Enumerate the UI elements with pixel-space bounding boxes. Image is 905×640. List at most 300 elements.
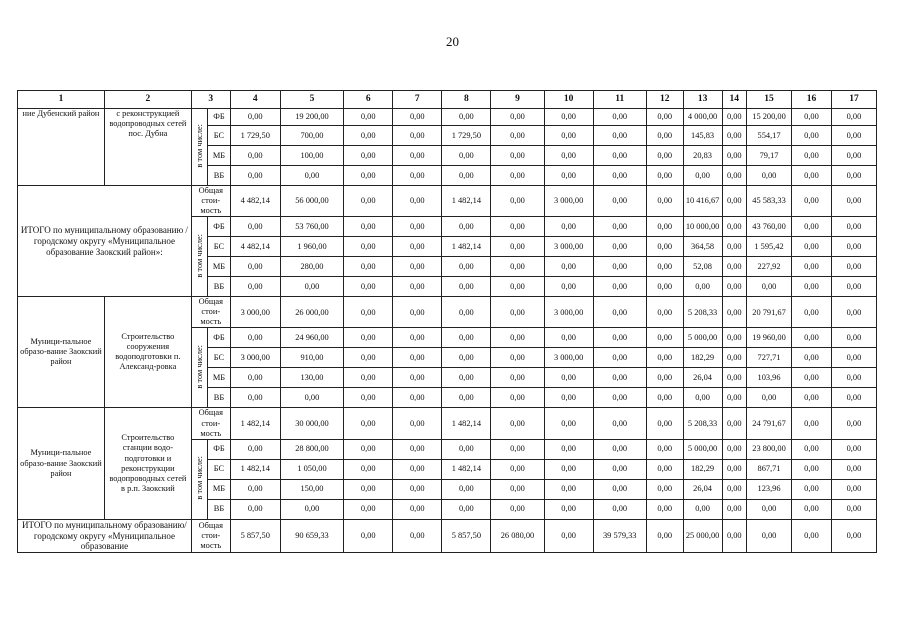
value-cell: 0,00 [593, 479, 646, 499]
value-cell: 0,00 [393, 277, 442, 297]
value-cell: 0,00 [593, 257, 646, 277]
value-cell: 0,00 [792, 126, 832, 146]
value-cell: 25 000,00 [683, 519, 722, 552]
value-cell: 727,71 [747, 348, 792, 368]
value-cell: 0,00 [792, 459, 832, 479]
total-label: ИТОГО по муниципальному образованию / городскому округу «Муниципальное образование Заокский район»: [18, 186, 192, 297]
value-cell: 0,00 [593, 348, 646, 368]
value-cell: 0,00 [747, 519, 792, 552]
value-cell: 0,00 [344, 297, 393, 328]
value-cell: 0,00 [831, 277, 876, 297]
value-cell: 0,00 [646, 257, 683, 277]
value-cell: 0,00 [792, 439, 832, 459]
funding-type-cell: МБ [208, 368, 230, 388]
total-row [18, 408, 877, 439]
value-cell: 90 659,33 [280, 519, 343, 552]
value-cell: 0,00 [646, 126, 683, 146]
value-cell: 10 416,67 [683, 186, 722, 217]
value-cell: 0,00 [393, 408, 442, 439]
value-cell: 0,00 [344, 257, 393, 277]
value-cell: 3 000,00 [544, 186, 593, 217]
value-cell: 0,00 [831, 166, 876, 186]
value-cell: 0,00 [491, 479, 544, 499]
funding-type-cell: ВБ [208, 499, 230, 519]
value-cell: 1 960,00 [280, 237, 343, 257]
value-cell: 0,00 [230, 328, 280, 348]
value-cell: 0,00 [792, 109, 832, 126]
total-type-cell: Общая стои-мость [191, 408, 230, 439]
column-header: 12 [646, 91, 683, 109]
value-cell: 0,00 [491, 328, 544, 348]
value-cell: 0,00 [344, 217, 393, 237]
value-cell: 0,00 [747, 499, 792, 519]
value-cell: 0,00 [593, 166, 646, 186]
value-cell: 0,00 [491, 166, 544, 186]
value-cell: 0,00 [393, 146, 442, 166]
value-cell: 0,00 [544, 146, 593, 166]
value-cell: 0,00 [593, 109, 646, 126]
value-cell: 0,00 [491, 146, 544, 166]
value-cell: 0,00 [544, 479, 593, 499]
value-cell: 39 579,33 [593, 519, 646, 552]
value-cell: 0,00 [230, 146, 280, 166]
vertical-label: в том числе: [194, 233, 204, 278]
value-cell: 0,00 [393, 257, 442, 277]
value-cell: 0,00 [831, 257, 876, 277]
object-cell: Строительство сооружения водоподготовки п. Александ-ровка [104, 297, 191, 408]
total-type-cell: Общая стои-мость [191, 297, 230, 328]
column-header: 9 [491, 91, 544, 109]
value-cell: 0,00 [491, 388, 544, 408]
value-cell: 0,00 [831, 109, 876, 126]
value-cell: 0,00 [491, 186, 544, 217]
value-cell: 0,00 [722, 217, 747, 237]
value-cell: 0,00 [646, 237, 683, 257]
value-cell: 0,00 [722, 186, 747, 217]
column-header: 14 [722, 91, 747, 109]
value-cell: 0,00 [646, 186, 683, 217]
value-cell: 24 960,00 [280, 328, 343, 348]
value-cell: 1 482,14 [442, 237, 491, 257]
budget-table [17, 90, 877, 553]
value-cell: 0,00 [593, 217, 646, 237]
header-row [18, 91, 877, 109]
value-cell: 0,00 [544, 277, 593, 297]
value-cell: 0,00 [646, 439, 683, 459]
value-cell: 0,00 [722, 519, 747, 552]
value-cell: 0,00 [491, 277, 544, 297]
value-cell: 0,00 [792, 499, 832, 519]
value-cell: 0,00 [646, 277, 683, 297]
total-row [18, 297, 877, 328]
value-cell: 3 000,00 [544, 297, 593, 328]
funding-type-cell: ВБ [208, 388, 230, 408]
value-cell: 0,00 [344, 459, 393, 479]
value-cell: 0,00 [722, 109, 747, 126]
value-cell: 0,00 [544, 388, 593, 408]
value-cell: 0,00 [646, 297, 683, 328]
funding-type-cell: МБ [208, 146, 230, 166]
column-header: 16 [792, 91, 832, 109]
value-cell: 0,00 [722, 328, 747, 348]
funding-type-cell: ВБ [208, 166, 230, 186]
value-cell: 0,00 [747, 277, 792, 297]
value-cell: 0,00 [442, 348, 491, 368]
value-cell: 0,00 [344, 439, 393, 459]
value-cell: 0,00 [280, 166, 343, 186]
municipality-cell: ние Дубенский район [18, 109, 105, 186]
value-cell: 0,00 [831, 499, 876, 519]
column-header: 17 [831, 91, 876, 109]
value-cell: 0,00 [344, 146, 393, 166]
value-cell: 0,00 [393, 519, 442, 552]
value-cell: 0,00 [792, 257, 832, 277]
value-cell: 0,00 [683, 166, 722, 186]
column-header: 3 [191, 91, 230, 109]
value-cell: 0,00 [831, 519, 876, 552]
column-header: 11 [593, 91, 646, 109]
value-cell: 0,00 [593, 237, 646, 257]
value-cell: 0,00 [344, 348, 393, 368]
value-cell: 0,00 [491, 237, 544, 257]
value-cell: 0,00 [593, 388, 646, 408]
value-cell: 0,00 [442, 166, 491, 186]
value-cell: 0,00 [831, 368, 876, 388]
value-cell: 0,00 [722, 499, 747, 519]
column-header: 10 [544, 91, 593, 109]
value-cell: 0,00 [831, 186, 876, 217]
value-cell: 20,83 [683, 146, 722, 166]
value-cell: 0,00 [831, 297, 876, 328]
funding-type-cell: БС [208, 237, 230, 257]
value-cell: 0,00 [491, 408, 544, 439]
value-cell: 0,00 [593, 297, 646, 328]
value-cell: 5 857,50 [442, 519, 491, 552]
value-cell: 0,00 [230, 166, 280, 186]
value-cell: 0,00 [393, 348, 442, 368]
value-cell: 0,00 [722, 368, 747, 388]
value-cell: 0,00 [442, 479, 491, 499]
value-cell: 5 857,50 [230, 519, 280, 552]
value-cell: 0,00 [792, 368, 832, 388]
value-cell: 0,00 [442, 499, 491, 519]
value-cell: 0,00 [442, 257, 491, 277]
value-cell: 1 482,14 [442, 408, 491, 439]
funding-type-cell: ВБ [208, 277, 230, 297]
municipality-cell: Муници-пальное образо-вание Заокский район [18, 408, 105, 519]
value-cell: 5 000,00 [683, 328, 722, 348]
value-cell: 26,04 [683, 368, 722, 388]
value-cell: 0,00 [646, 408, 683, 439]
column-header: 2 [104, 91, 191, 109]
value-cell: 0,00 [344, 479, 393, 499]
value-cell: 1 482,14 [442, 186, 491, 217]
column-header: 1 [18, 91, 105, 109]
value-cell: 0,00 [442, 297, 491, 328]
value-cell: 0,00 [792, 519, 832, 552]
value-cell: 43 760,00 [747, 217, 792, 237]
value-cell: 0,00 [646, 519, 683, 552]
value-cell: 0,00 [747, 166, 792, 186]
value-cell: 0,00 [230, 479, 280, 499]
value-cell: 0,00 [646, 166, 683, 186]
value-cell: 0,00 [393, 459, 442, 479]
value-cell: 0,00 [683, 277, 722, 297]
value-cell: 0,00 [393, 499, 442, 519]
value-cell: 0,00 [230, 257, 280, 277]
value-cell: 867,71 [747, 459, 792, 479]
vertical-label: в том числе: [194, 123, 204, 168]
total-row [18, 186, 877, 217]
value-cell: 0,00 [442, 388, 491, 408]
value-cell: 45 583,33 [747, 186, 792, 217]
value-cell: 0,00 [544, 328, 593, 348]
value-cell: 0,00 [593, 277, 646, 297]
value-cell: 0,00 [722, 388, 747, 408]
value-cell: 15 200,00 [747, 109, 792, 126]
value-cell: 130,00 [280, 368, 343, 388]
value-cell: 0,00 [393, 109, 442, 126]
funding-type-cell: БС [208, 348, 230, 368]
value-cell: 30 000,00 [280, 408, 343, 439]
value-cell: 0,00 [792, 297, 832, 328]
value-cell: 0,00 [393, 328, 442, 348]
value-cell: 0,00 [792, 277, 832, 297]
value-cell: 0,00 [722, 237, 747, 257]
value-cell: 0,00 [831, 217, 876, 237]
value-cell: 0,00 [646, 499, 683, 519]
value-cell: 0,00 [442, 217, 491, 237]
value-cell: 0,00 [792, 479, 832, 499]
value-cell: 0,00 [491, 499, 544, 519]
value-cell: 0,00 [230, 277, 280, 297]
value-cell: 0,00 [792, 328, 832, 348]
total-label: ИТОГО по муниципальному образованию/ городскому округу «Муниципальное образование [18, 519, 192, 552]
value-cell: 700,00 [280, 126, 343, 146]
value-cell: 910,00 [280, 348, 343, 368]
value-cell: 26 080,00 [491, 519, 544, 552]
value-cell: 0,00 [442, 277, 491, 297]
vertical-label-cell [191, 328, 207, 408]
value-cell: 0,00 [722, 459, 747, 479]
value-cell: 0,00 [646, 217, 683, 237]
value-cell: 0,00 [544, 459, 593, 479]
value-cell: 0,00 [593, 126, 646, 146]
value-cell: 0,00 [792, 348, 832, 368]
value-cell: 4 482,14 [230, 237, 280, 257]
value-cell: 0,00 [646, 388, 683, 408]
value-cell: 5 208,33 [683, 408, 722, 439]
value-cell: 227,92 [747, 257, 792, 277]
value-cell: 0,00 [230, 217, 280, 237]
value-cell: 0,00 [722, 126, 747, 146]
value-cell: 0,00 [442, 109, 491, 126]
value-cell: 0,00 [442, 146, 491, 166]
value-cell: 0,00 [544, 439, 593, 459]
vertical-label-cell [191, 109, 207, 186]
funding-type-cell: БС [208, 459, 230, 479]
value-cell: 0,00 [593, 186, 646, 217]
value-cell: 0,00 [544, 408, 593, 439]
value-cell: 0,00 [683, 499, 722, 519]
value-cell: 0,00 [230, 388, 280, 408]
vertical-label: в том числе: [194, 344, 204, 389]
column-header: 7 [393, 91, 442, 109]
value-cell: 0,00 [280, 277, 343, 297]
funding-type-cell: МБ [208, 257, 230, 277]
value-cell: 23 800,00 [747, 439, 792, 459]
value-cell: 28 800,00 [280, 439, 343, 459]
value-cell: 20 791,67 [747, 297, 792, 328]
value-cell: 0,00 [344, 126, 393, 146]
value-cell: 0,00 [344, 328, 393, 348]
value-cell: 19 200,00 [280, 109, 343, 126]
value-cell: 0,00 [722, 439, 747, 459]
value-cell: 0,00 [831, 439, 876, 459]
value-cell: 0,00 [344, 237, 393, 257]
value-cell: 19 960,00 [747, 328, 792, 348]
value-cell: 0,00 [646, 109, 683, 126]
column-header: 5 [280, 91, 343, 109]
value-cell: 0,00 [230, 499, 280, 519]
value-cell: 3 000,00 [230, 348, 280, 368]
object-cell: с реконструкцией водопроводных сетей пос. Дубна [104, 109, 191, 186]
value-cell: 26 000,00 [280, 297, 343, 328]
funding-row [18, 109, 877, 126]
value-cell: 1 482,14 [230, 408, 280, 439]
value-cell: 0,00 [230, 439, 280, 459]
value-cell: 0,00 [831, 146, 876, 166]
value-cell: 0,00 [280, 499, 343, 519]
value-cell: 0,00 [722, 297, 747, 328]
value-cell: 0,00 [393, 186, 442, 217]
value-cell: 0,00 [831, 479, 876, 499]
value-cell: 0,00 [544, 109, 593, 126]
funding-type-cell: МБ [208, 479, 230, 499]
value-cell: 0,00 [491, 297, 544, 328]
value-cell: 52,08 [683, 257, 722, 277]
value-cell: 0,00 [646, 328, 683, 348]
value-cell: 0,00 [593, 439, 646, 459]
value-cell: 0,00 [393, 479, 442, 499]
value-cell: 53 760,00 [280, 217, 343, 237]
value-cell: 0,00 [831, 348, 876, 368]
column-header: 6 [344, 91, 393, 109]
value-cell: 0,00 [442, 439, 491, 459]
value-cell: 3 000,00 [544, 348, 593, 368]
value-cell: 1 482,14 [442, 459, 491, 479]
value-cell: 24 791,67 [747, 408, 792, 439]
value-cell: 0,00 [831, 237, 876, 257]
value-cell: 554,17 [747, 126, 792, 146]
object-cell: Строительство станции водо-подготовки и реконструкции водопроводных сетей в р.п. Заокский [104, 408, 191, 519]
value-cell: 0,00 [544, 126, 593, 146]
vertical-label: в том числе: [194, 456, 204, 500]
value-cell: 26,04 [683, 479, 722, 499]
value-cell: 0,00 [491, 348, 544, 368]
vertical-label-cell [191, 439, 207, 519]
value-cell: 150,00 [280, 479, 343, 499]
page-number: 20 [446, 34, 459, 49]
value-cell: 0,00 [646, 146, 683, 166]
value-cell: 56 000,00 [280, 186, 343, 217]
value-cell: 103,96 [747, 368, 792, 388]
value-cell: 0,00 [831, 408, 876, 439]
value-cell: 0,00 [792, 237, 832, 257]
value-cell: 10 000,00 [683, 217, 722, 237]
value-cell: 280,00 [280, 257, 343, 277]
value-cell: 0,00 [491, 217, 544, 237]
value-cell: 0,00 [792, 388, 832, 408]
value-cell: 0,00 [491, 439, 544, 459]
value-cell: 0,00 [792, 408, 832, 439]
value-cell: 0,00 [344, 519, 393, 552]
funding-type-cell: БС [208, 126, 230, 146]
value-cell: 0,00 [393, 126, 442, 146]
column-header: 8 [442, 91, 491, 109]
total-row [18, 519, 877, 552]
value-cell: 0,00 [831, 126, 876, 146]
value-cell: 5 000,00 [683, 439, 722, 459]
value-cell: 0,00 [230, 109, 280, 126]
value-cell: 4 482,14 [230, 186, 280, 217]
value-cell: 0,00 [792, 217, 832, 237]
value-cell: 0,00 [722, 166, 747, 186]
funding-type-cell: ФБ [208, 217, 230, 237]
value-cell: 0,00 [544, 519, 593, 552]
value-cell: 0,00 [831, 328, 876, 348]
column-header: 13 [683, 91, 722, 109]
value-cell: 0,00 [491, 109, 544, 126]
value-cell: 0,00 [491, 257, 544, 277]
value-cell: 0,00 [722, 348, 747, 368]
value-cell: 1 482,14 [230, 459, 280, 479]
funding-type-cell: ФБ [208, 109, 230, 126]
value-cell: 0,00 [344, 388, 393, 408]
value-cell: 0,00 [722, 146, 747, 166]
value-cell: 0,00 [491, 459, 544, 479]
value-cell: 0,00 [593, 328, 646, 348]
value-cell: 123,96 [747, 479, 792, 499]
value-cell: 0,00 [593, 499, 646, 519]
municipality-cell: Муници-пальное образо-вание Заокский район [18, 297, 105, 408]
value-cell: 0,00 [491, 368, 544, 388]
value-cell: 182,29 [683, 348, 722, 368]
value-cell: 3 000,00 [230, 297, 280, 328]
value-cell: 0,00 [683, 388, 722, 408]
value-cell: 0,00 [544, 166, 593, 186]
value-cell: 0,00 [393, 439, 442, 459]
value-cell: 0,00 [393, 388, 442, 408]
value-cell: 0,00 [831, 388, 876, 408]
value-cell: 145,83 [683, 126, 722, 146]
value-cell: 182,29 [683, 459, 722, 479]
value-cell: 0,00 [544, 257, 593, 277]
funding-type-cell: ФБ [208, 439, 230, 459]
total-type-cell: Общая стои-мость [191, 186, 230, 217]
value-cell: 0,00 [442, 368, 491, 388]
value-cell: 0,00 [747, 388, 792, 408]
value-cell: 0,00 [722, 257, 747, 277]
value-cell: 3 000,00 [544, 237, 593, 257]
value-cell: 0,00 [593, 408, 646, 439]
value-cell: 0,00 [344, 166, 393, 186]
column-header: 15 [747, 91, 792, 109]
column-header: 4 [230, 91, 280, 109]
value-cell: 1 050,00 [280, 459, 343, 479]
value-cell: 1 729,50 [442, 126, 491, 146]
total-type-cell: Общая стои-мость [191, 519, 230, 552]
